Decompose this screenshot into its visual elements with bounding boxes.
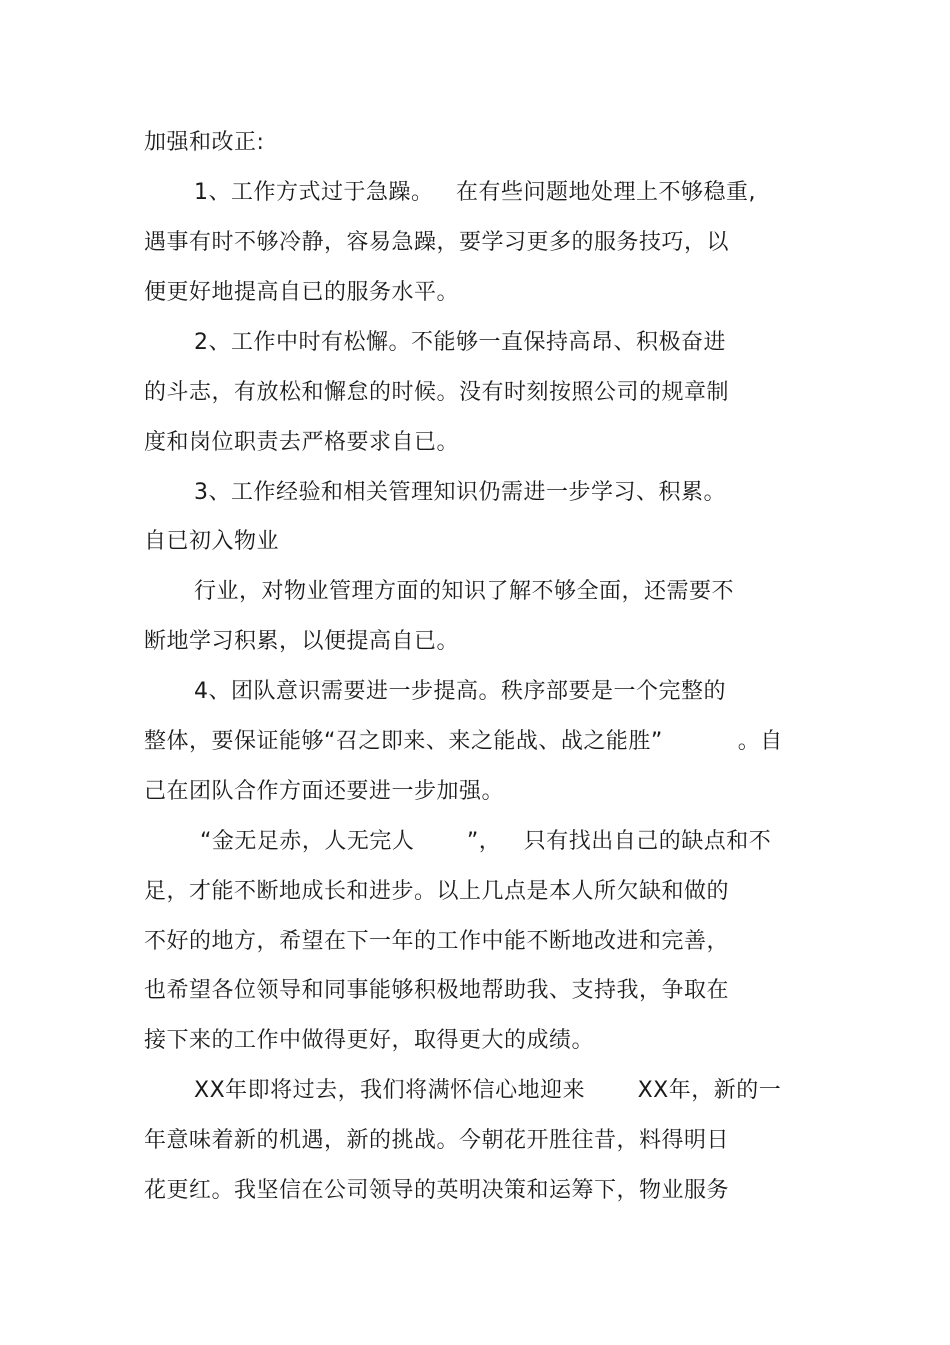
text-line: 年意味着新的机遇，新的挑战。今朝花开胜往昔，料得明日: [144, 1128, 730, 1153]
text-line: “金无足赤，人无完人 ”， 只有找出自己的缺点和不: [200, 829, 772, 854]
text-line: 4、团队意识需要进一步提高。秩序部要是一个完整的: [194, 679, 726, 704]
text-line: 遇事有时不够冷静，容易急躁，要学习更多的服务技巧，以: [144, 230, 730, 255]
text-line: 加强和改正:: [144, 130, 265, 155]
text-line: 的斗志，有放松和懈怠的时候。没有时刻按照公司的规章制: [144, 380, 730, 405]
text-line: XX年即将过去，我们将满怀信心地迎来 XX年，新的一: [194, 1078, 782, 1103]
text-line: 整体，要保证能够“召之即来、来之能战、战之能胜” 。自: [144, 729, 783, 754]
text-line: 行业，对物业管理方面的知识了解不够全面，还需要不: [194, 579, 735, 604]
text-line: 足，才能不断地成长和进步。以上几点是本人所欠缺和做的: [144, 879, 730, 904]
text-line: 不好的地方，希望在下一年的工作中能不断地改进和完善，: [144, 929, 730, 954]
text-line: 断地学习积累，以便提高自已。: [144, 629, 460, 654]
text-line: 也希望各位领导和同事能够积极地帮助我、支持我，争取在: [144, 978, 730, 1003]
text-line: 花更红。我坚信在公司领导的英明决策和运筹下，物业服务: [144, 1178, 730, 1203]
text-line: 3、工作经验和相关管理知识仍需进一步学习、积累。: [194, 480, 726, 505]
text-line: 度和岗位职责去严格要求自已。: [144, 430, 460, 455]
text-line: 2、工作中时有松懈。不能够一直保持高昂、积极奋进: [194, 330, 726, 355]
text-line: 便更好地提高自已的服务水平。: [144, 280, 460, 305]
text-line: 1、工作方式过于急躁。 在有些问题地处理上不够稳重,: [194, 180, 756, 205]
text-line: 己在团队合作方面还要进一步加强。: [144, 779, 505, 804]
text-line: 自已初入物业: [144, 529, 280, 554]
text-line: 接下来的工作中做得更好，取得更大的成绩。: [144, 1028, 595, 1053]
